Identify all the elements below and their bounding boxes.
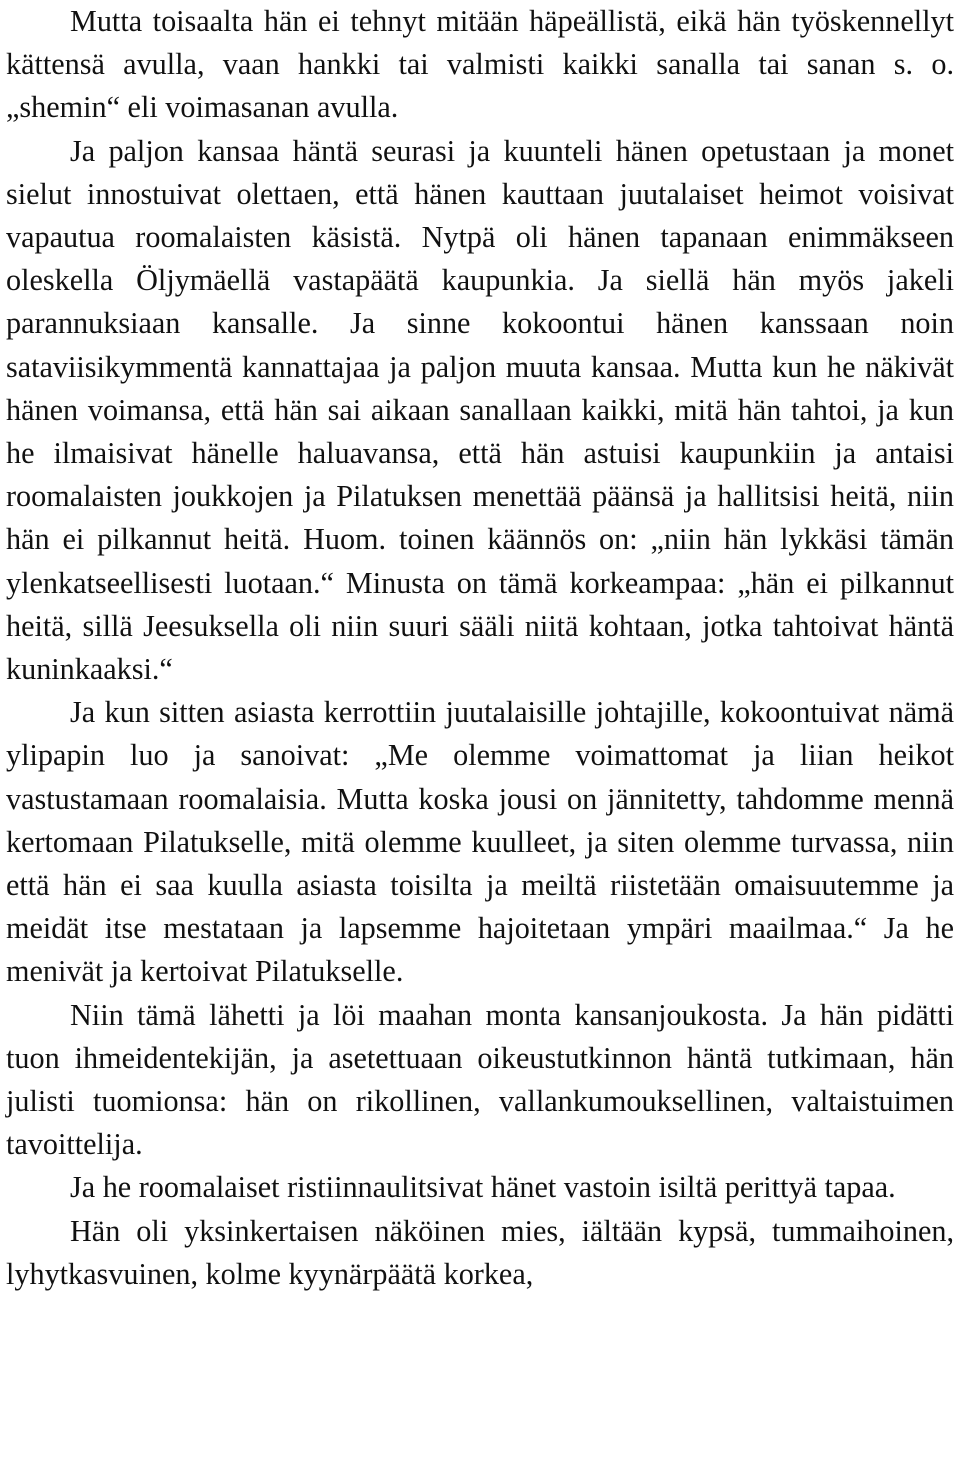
paragraph-1: Mutta toisaalta hän ei tehnyt mitään häpeällistä, eikä hän työskennellyt kättensä avulla, vaan hankki tai valmisti kaikki sanalla tai sanan s. o. „shemin“ eli voimasanan avulla.: [6, 4, 954, 125]
paragraph-6: Hän oli yksinkertaisen näköinen mies, iältään kypsä, tummaihoinen, lyhytkasvuinen, kolme kyynärpäätä korkea,: [6, 1213, 954, 1291]
paragraph-3: Ja kun sitten asiasta kerrottiin juutalaisille johtajille, kokoontuivat nämä ylipapin luo ja sanoivat: „Me olemme voimattomat ja liian heikot vastustamaan roomalaisia. Mutta koska jousi on jännitetty, tahdomme mennä kertomaan Pilatukselle, mitä olemme kuulleet, ja siten olemme turvassa, niin että hän ei saa kuulla asiasta toisilta ja meiltä riistetään omaisuutemme ja meidät itse mestataan ja lapsemme hajoitetaan ympäri maailmaa.“ Ja he menivät ja kertoivat Pilatukselle.: [6, 695, 954, 989]
paragraph-5: Ja he roomalaiset ristiinnaulitsivat hänet vastoin isiltä perittyä tapaa.: [70, 1170, 896, 1205]
paragraph-4: Niin tämä lähetti ja löi maahan monta kansanjoukosta. Ja hän pidätti tuon ihmeidentekijän, ja asetettuaan oikeustutkinnon häntä tutkimaan, hän julisti tuomionsa: hän on rikollinen, vallankumouksellinen, valtaistuimen tavoittelija.: [6, 997, 954, 1162]
paragraph-2: Ja paljon kansaa häntä seurasi ja kuunteli hänen opetustaan ja monet sielut innostuivat olettaen, että hänen kauttaan juutalaiset heimot voisivat vapautua roomalaisten käsistä. Nytpä oli hänen tapanaan enimmäkseen oleskella Öljymäellä vastapäätä kaupunkia. Ja siellä hän myös jakeli parannuksiaan kansalle. Ja sinne kokoontui hänen kanssaan noin sataviisikymmentä kannattajaa ja paljon muuta kansaa. Mutta kun he näkivät hänen voimansa, että hän sai aikaan sanallaan kaikki, mitä hän tahtoi, ja kun he ilmaisivat hänelle haluavansa, että hän astuisi kaupunkiin ja antaisi roomalaisten joukkojen ja Pilatuksen menettää päänsä ja hallitsisi heitä, niin hän ei pilkannut heitä. Huom. toinen käännös on: „niin hän lykkäsi tämän ylenkatseellisesti luotaan.“ Minusta on tämä korkeampaa: „hän ei pilkannut heitä, sillä Jeesuksella oli niin suuri sääli niitä kohtaan, jotka tahtoivat häntä kuninkaaksi.“: [6, 133, 954, 687]
